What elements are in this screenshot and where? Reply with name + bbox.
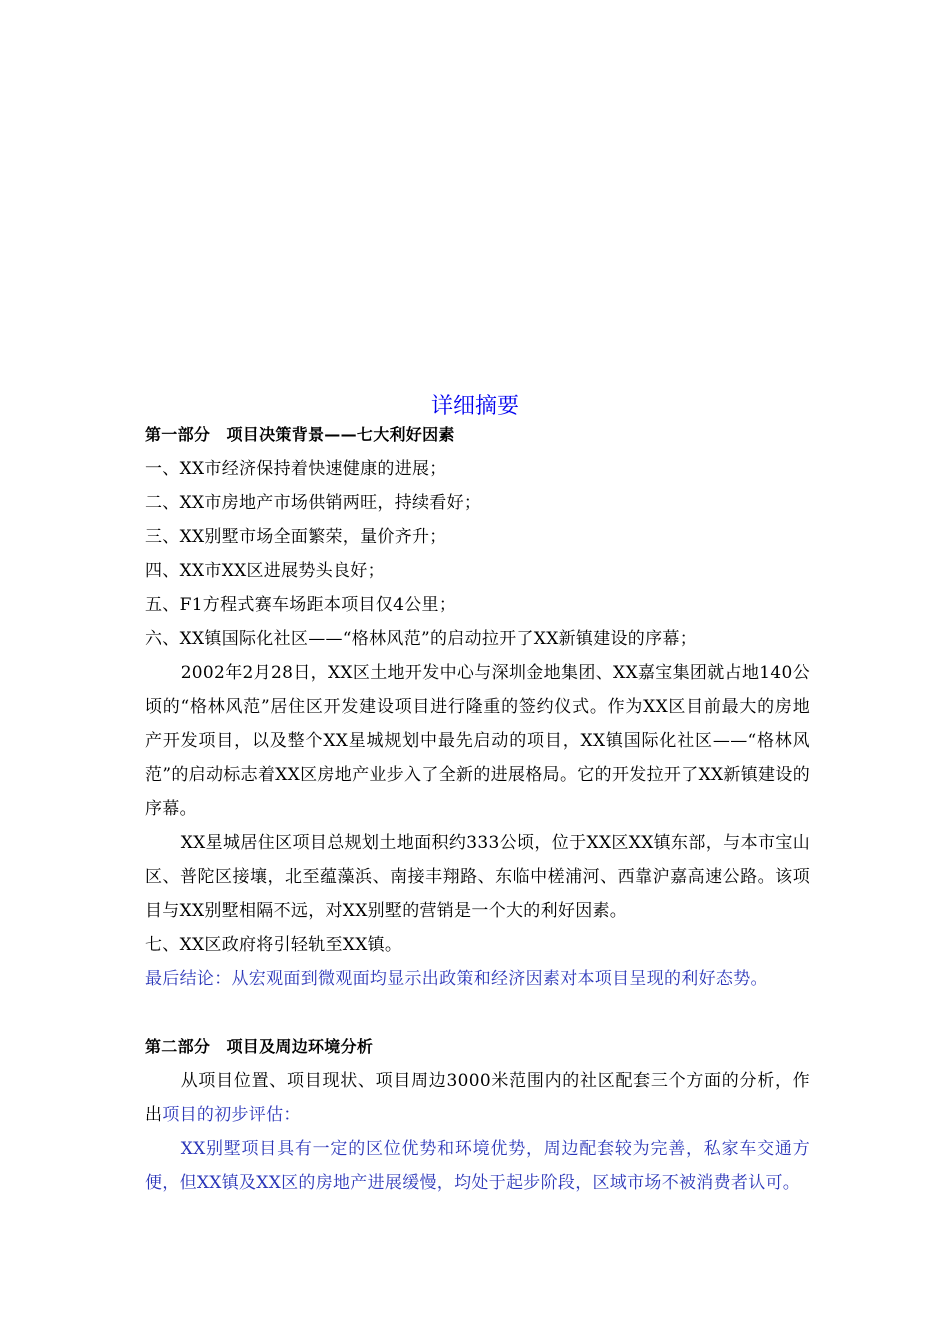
part2-assessment: XX别墅项目具有一定的区位优势和环境优势，周边配套较为完善，私家车交通方便，但XX镇及XX区的房地产进展缓慢，均处于起步阶段，区域市场不被消费者认可。	[145, 1139, 810, 1193]
part2-intro-text: 从项目位置、项目现状、项目周边3000米范围内的社区配套三个方面的分析，作出	[145, 1071, 810, 1125]
part1-heading: 第一部分 项目决策背景——七大利好因素	[145, 425, 455, 444]
part1-paragraph-2: XX星城居住区项目总规划土地面积约333公顷，位于XX区XX镇东部，与本市宝山区、普陀区接壤，北至蕴藻浜、南接丰翔路、东临中槎浦河、西靠沪嘉高速公路。该项目与XX别墅相隔不远，对XX别墅的营销是一个大的利好因素。	[145, 833, 810, 921]
part1-item-1: 一、XX市经济保持着快速健康的进展；	[145, 459, 447, 479]
part1-item-2: 二、XX市房地产市场供销两旺，持续看好；	[145, 493, 482, 513]
part1-paragraph-1: 2002年2月28日，XX区土地开发中心与深圳金地集团、XX嘉宝集团就占地140公顷的“格林风范”居住区开发建设项目进行隆重的签约仪式。作为XX区目前最大的房地产开发项目，以及整个XX星城规划中最先启动的项目，XX镇国际化社区——“格林风范”的启动标志着XX区房地产业步入了全新的进展格局。它的开发拉开了XX新镇建设的序幕。	[145, 663, 810, 819]
part1-item-5: 五、F1方程式赛车场距本项目仅4公里；	[145, 595, 457, 615]
part1-conclusion: 最后结论：从宏观面到微观面均显示出政策和经济因素对本项目呈现的利好态势。	[145, 969, 768, 989]
part1-item-6: 六、XX镇国际化社区——“格林风范”的启动拉开了XX新镇建设的序幕；	[145, 629, 697, 649]
part1-item-3: 三、XX别墅市场全面繁荣，量价齐升；	[145, 527, 447, 547]
part1-item-7: 七、XX区政府将引轻轨至XX镇。	[145, 935, 403, 955]
document-title: 详细摘要	[430, 394, 519, 419]
part2-intro-highlight: 项目的初步评估：	[162, 1105, 301, 1125]
part2-heading: 第二部分 项目及周边环境分析	[145, 1037, 374, 1056]
section-spacer	[145, 996, 810, 1030]
document-body	[145, 418, 810, 1200]
part1-item-4: 四、XX市XX区进展势头良好；	[145, 561, 385, 581]
part2-intro	[145, 1064, 810, 1132]
